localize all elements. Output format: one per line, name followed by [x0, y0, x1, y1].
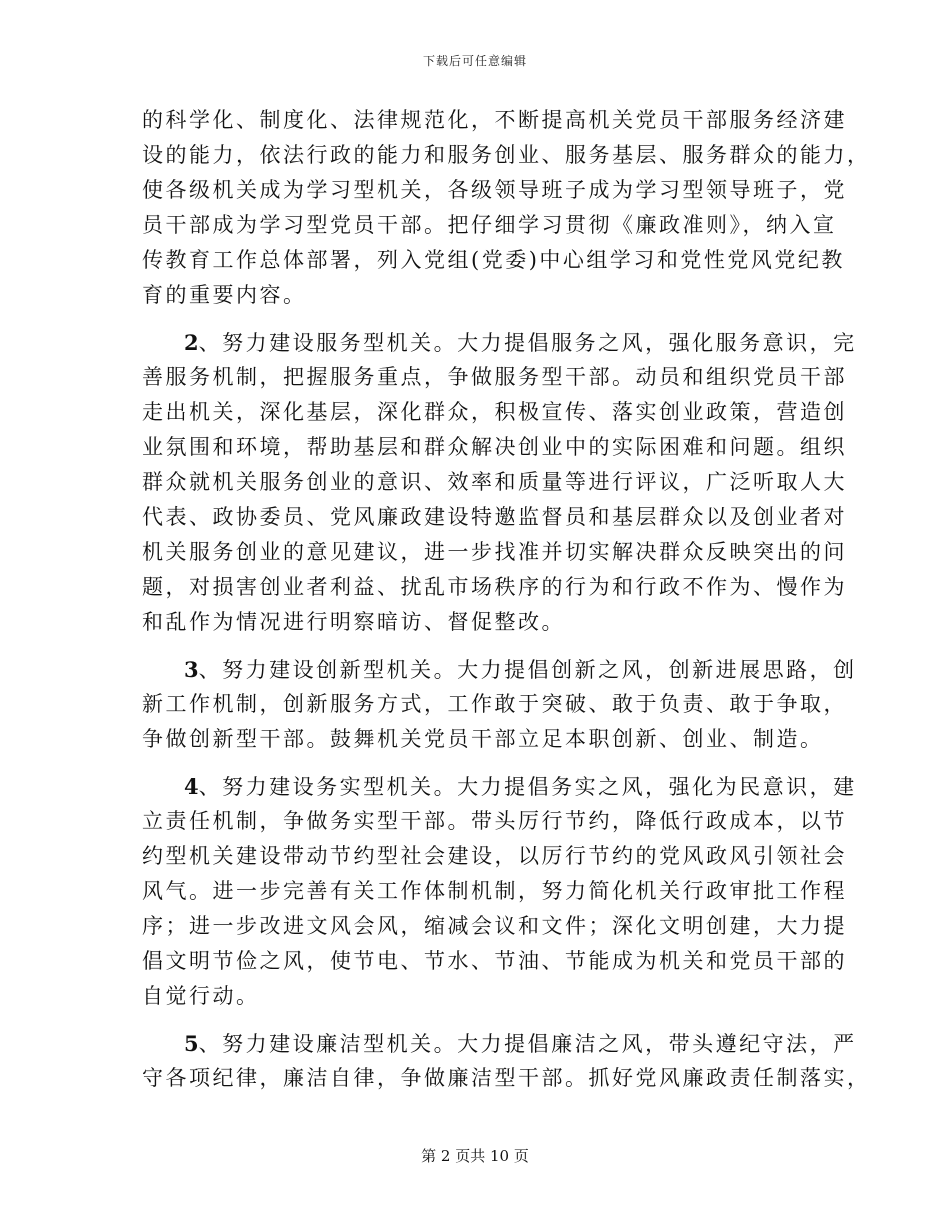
item-number: 2: [184, 330, 199, 355]
text-line: 题，对损害创业者利益、扰乱市场秩序的行为和行政不作为、慢作为: [142, 575, 847, 599]
page-header: 下载后可任意编辑: [422, 54, 527, 68]
paragraph-continuation: [142, 103, 871, 313]
text-line: 机关服务创业的意见建议，进一步找准并切实解决群众反映突出的问: [142, 540, 847, 564]
line-text: 、努力建设服务型机关。大力提倡服务之风，强化服务意识，完: [198, 331, 857, 355]
text-line: [142, 652, 857, 687]
text-line: 育的重要内容。: [142, 283, 307, 307]
text-line: 序；进一步改进文风会风，缩减会议和文件；深化文明创建，大力提: [142, 914, 847, 938]
item-number: 4: [184, 774, 199, 799]
text-line: 倡文明节俭之风，使节电、节水、节油、节能成为机关和党员干部的: [142, 949, 847, 973]
text-line: 争做创新型干部。鼓舞机关党员干部立足本职创新、创业、制造。: [142, 727, 824, 751]
text-line: 守各项纪律，廉洁自律，争做廉洁型干部。抓好党风廉政责任制落实，: [142, 1066, 871, 1090]
text-line: 使各级机关成为学习型机关，各级领导班子成为学习型领导班子，党: [142, 178, 847, 202]
text-line: 群众就机关服务创业的意识、效率和质量等进行评议，广泛听取人大: [142, 470, 847, 494]
text-line: 自觉行动。: [142, 984, 260, 1008]
item-number: 3: [184, 657, 199, 682]
item-number: 5: [184, 1031, 199, 1056]
text-line: 员干部成为学习型党员干部。把仔细学习贯彻《廉政准则》，纳入宣: [142, 213, 837, 237]
line-text: 、努力建设廉洁型机关。大力提倡廉洁之风，带头遵纪守法，严: [198, 1032, 857, 1056]
paragraph-innovative-organ: [142, 652, 857, 757]
text-line: 设的能力，依法行政的能力和服务创业、服务基层、服务群众的能力，: [142, 143, 871, 167]
text-line: 传教育工作总体部署，列入党组(党委)中心组学习和党性党风党纪教: [142, 248, 845, 272]
text-line: 风气。进一步完善有关工作体制机制，努力简化机关行政审批工作程: [142, 879, 847, 903]
text-line: [142, 769, 857, 804]
document-body: [142, 103, 871, 1096]
text-line: 和乱作为情况进行明察暗访、督促整改。: [142, 610, 565, 634]
paragraph-pragmatic-organ: [142, 769, 857, 1014]
text-line: 善服务机制，把握服务重点，争做服务型干部。动员和组织党员干部: [142, 365, 847, 389]
text-line: 代表、政协委员、党风廉政建设特邀监督员和基层群众以及创业者对: [142, 505, 847, 529]
text-line: 新工作机制，创新服务方式，工作敢于突破、敢于负责、敢于争取，: [142, 692, 847, 716]
text-line: 走出机关，深化基层，深化群众，积极宣传、落实创业政策，营造创: [142, 400, 847, 424]
text-line: [142, 325, 857, 360]
text-line: 业氛围和环境，帮助基层和群众解决创业中的实际困难和问题。组织: [142, 435, 847, 459]
page-footer: 第 2 页共 10 页: [421, 1147, 529, 1165]
text-line: [142, 1026, 857, 1061]
text-line: 立责任机制，争做务实型干部。带头厉行节约，降低行政成本，以节: [142, 809, 847, 833]
paragraph-clean-organ: [142, 1026, 871, 1096]
line-text: 、努力建设务实型机关。大力提倡务实之风，强化为民意识，建: [198, 775, 857, 799]
line-text: 、努力建设创新型机关。大力提倡创新之风，创新进展思路，创: [198, 658, 857, 682]
text-line: 的科学化、制度化、法律规范化，不断提高机关党员干部服务经济建: [142, 108, 847, 132]
text-line: 约型机关建设带动节约型社会建设，以厉行节约的党风政风引领社会: [142, 844, 847, 868]
paragraph-service-organ: [142, 325, 857, 640]
